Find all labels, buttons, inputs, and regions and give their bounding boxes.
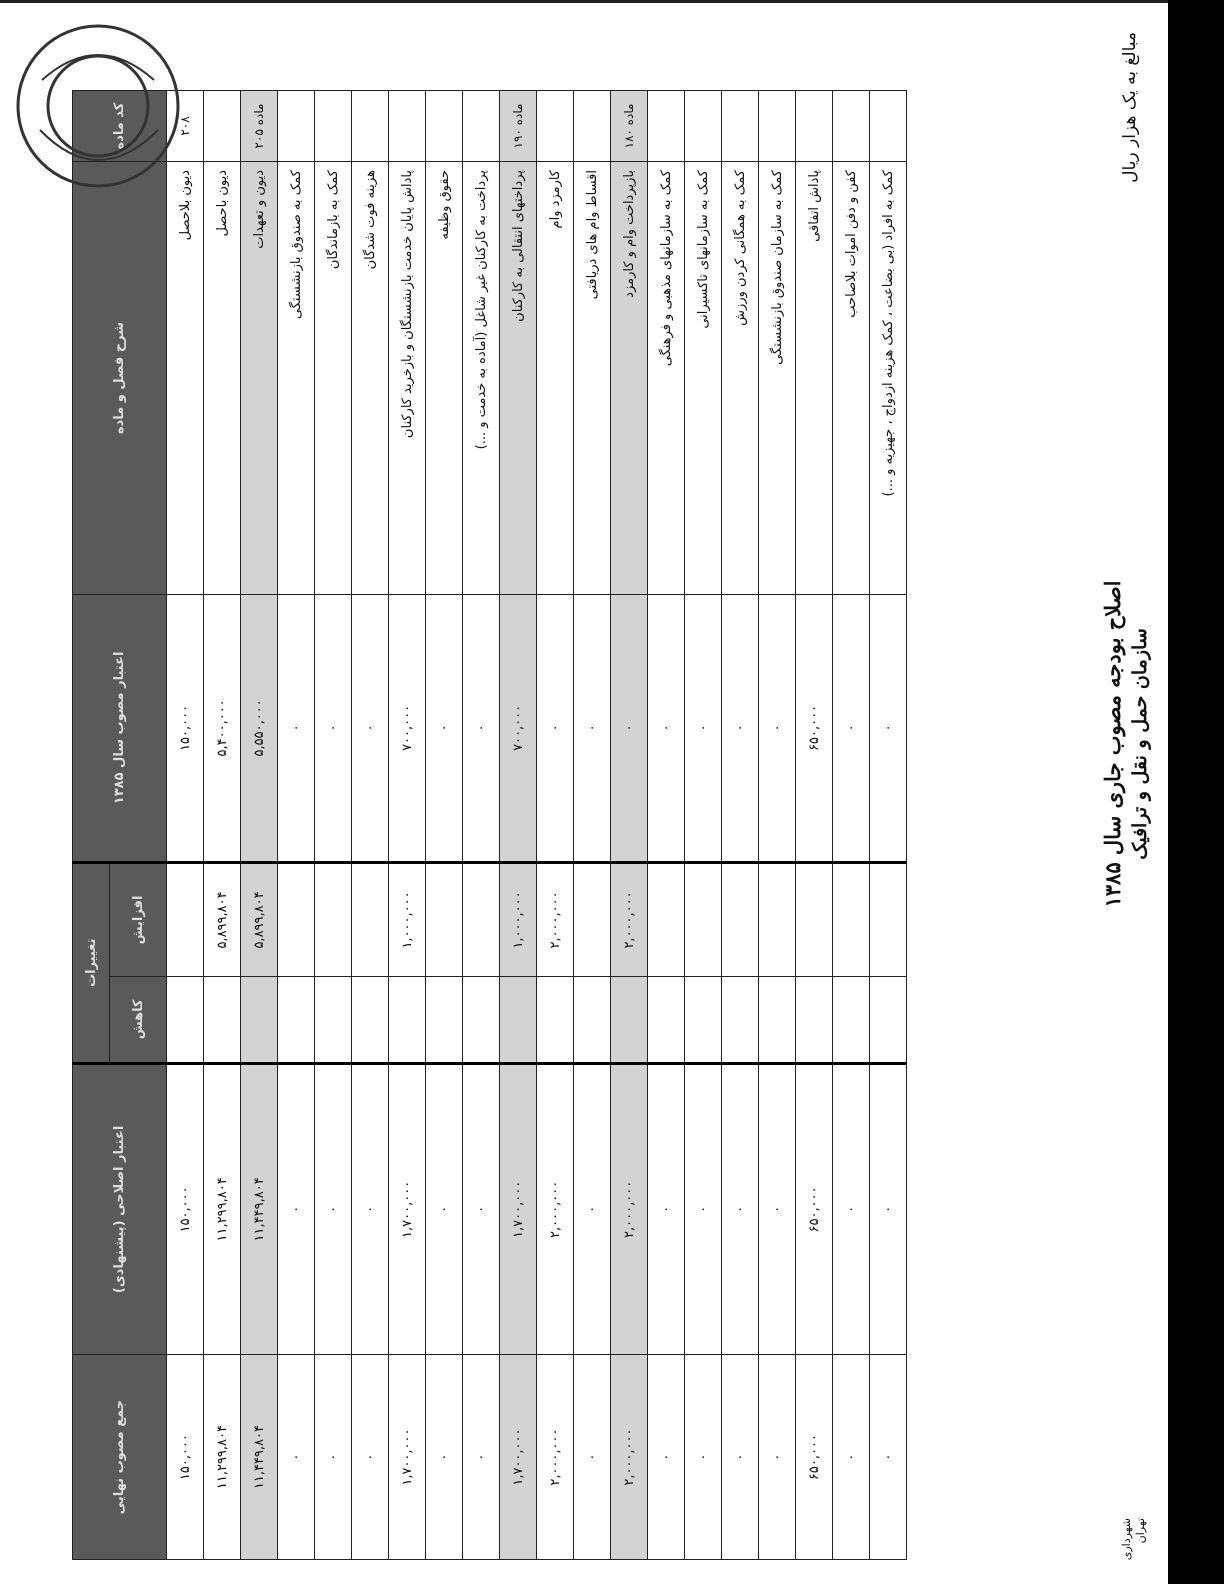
row-description: اقساط وام های دریافتی (574, 162, 611, 595)
row-decrease (426, 977, 463, 1064)
row-amended: ۰ (833, 1063, 870, 1355)
row-increase (833, 862, 870, 976)
row-description: پاداش اتفاقی (796, 162, 833, 595)
header-description: شرح فصل و ماده (73, 162, 167, 595)
table-row (833, 91, 870, 1560)
row-description: دیون بلاحصل (167, 162, 204, 595)
row-amended: ۰ (315, 1063, 352, 1355)
row-amended: ۲,۰۰۰,۰۰۰ (611, 1063, 648, 1355)
row-final: ۰ (426, 1355, 463, 1560)
page-title: اصلاح بودجه مصوب جاری سال ۱۳۸۵ (1100, 580, 1125, 908)
row-increase (685, 862, 722, 976)
row-final: ۰ (722, 1355, 759, 1560)
row-final: ۰ (278, 1355, 315, 1560)
header-final: جمع مصوب نهایی (73, 1355, 167, 1560)
row-code (389, 91, 426, 162)
table-row (500, 91, 537, 1560)
row-decrease (722, 977, 759, 1064)
row-decrease (870, 977, 907, 1064)
row-description: حقوق وظیفه (426, 162, 463, 595)
row-description: کمک به سازمانهای مذهبی و فرهنگی (648, 162, 685, 595)
org-logo-text: شهرداری تهران (1120, 1518, 1147, 1561)
row-code (648, 91, 685, 162)
row-description: کمک به همگانی کردن ورزش (722, 162, 759, 595)
row-increase: ۲,۰۰۰,۰۰۰ (537, 862, 574, 976)
row-approved: ۰ (426, 595, 463, 863)
row-increase (870, 862, 907, 976)
row-final: ۰ (574, 1355, 611, 1560)
header-code: کد ماده (73, 91, 167, 162)
row-description: کمک به بازماندگان (315, 162, 352, 595)
units-note: مبالغ به یک هزار ریال (1120, 32, 1140, 183)
row-final: ۱۱,۴۴۹,۸۰۴ (241, 1355, 278, 1560)
row-increase (759, 862, 796, 976)
row-amended: ۰ (722, 1063, 759, 1355)
table-row (685, 91, 722, 1560)
row-description: دیون و تعهدات (241, 162, 278, 595)
row-approved: ۰ (648, 595, 685, 863)
row-code (685, 91, 722, 162)
row-amended: ۰ (648, 1063, 685, 1355)
row-approved: ۰ (315, 595, 352, 863)
table-row (315, 91, 352, 1560)
row-approved: ۰ (352, 595, 389, 863)
row-increase (796, 862, 833, 976)
row-increase (648, 862, 685, 976)
row-approved: ۵,۴۰۰,۰۰۰ (204, 595, 241, 863)
row-amended: ۰ (685, 1063, 722, 1355)
row-description: کمک به سازمان صندوق بازنشستگی (759, 162, 796, 595)
row-approved: ۷۰۰,۰۰۰ (389, 595, 426, 863)
row-decrease (611, 977, 648, 1064)
row-decrease (167, 977, 204, 1064)
row-amended: ۰ (574, 1063, 611, 1355)
row-amended: ۱,۷۰۰,۰۰۰ (389, 1063, 426, 1355)
row-increase: ۱,۰۰۰,۰۰۰ (389, 862, 426, 976)
row-decrease (537, 977, 574, 1064)
row-final: ۰ (870, 1355, 907, 1560)
table-row (574, 91, 611, 1560)
row-amended: ۰ (352, 1063, 389, 1355)
table-row (759, 91, 796, 1560)
row-final: ۰ (833, 1355, 870, 1560)
row-increase (352, 862, 389, 976)
row-final: ۰ (352, 1355, 389, 1560)
row-increase (574, 862, 611, 976)
row-code: ماده ۱۹۰ (500, 91, 537, 162)
scan-right-edge (1168, 0, 1224, 1584)
row-approved: ۰ (574, 595, 611, 863)
row-approved: ۵,۵۵۰,۰۰۰ (241, 595, 278, 863)
row-description: پرداخت به کارکنان غیر شاغل (آماده به خدمت و ...) (463, 162, 500, 595)
row-decrease (759, 977, 796, 1064)
row-amended: ۰ (463, 1063, 500, 1355)
row-approved: ۰ (611, 595, 648, 863)
row-description: کمک به افراد (بی بضاعت ، کمک هزینه ازدواج ، جهیزیه و ...) (870, 162, 907, 595)
row-increase (426, 862, 463, 976)
row-increase (167, 862, 204, 976)
row-description: بازپرداخت وام و کارمزد (611, 162, 648, 595)
row-final: ۱۱,۲۹۹,۸۰۴ (204, 1355, 241, 1560)
row-final: ۲,۰۰۰,۰۰۰ (611, 1355, 648, 1560)
row-increase: ۲,۰۰۰,۰۰۰ (611, 862, 648, 976)
row-code (537, 91, 574, 162)
row-final: ۰ (685, 1355, 722, 1560)
row-description: هزینه فوت شدگان (352, 162, 389, 595)
table-row (870, 91, 907, 1560)
row-final: ۰ (759, 1355, 796, 1560)
table-row (611, 91, 648, 1560)
official-stamp (12, 20, 184, 192)
table-row (426, 91, 463, 1560)
row-approved: ۶۵۰,۰۰۰ (796, 595, 833, 863)
row-amended: ۲,۰۰۰,۰۰۰ (537, 1063, 574, 1355)
row-increase (278, 862, 315, 976)
page-subtitle: سازمان حمل و نقل و ترافیک (1129, 628, 1151, 860)
row-approved: ۱۵۰,۰۰۰ (167, 595, 204, 863)
header-increase: افزایش (110, 862, 167, 976)
row-approved: ۰ (722, 595, 759, 863)
table-row (648, 91, 685, 1560)
row-code (352, 91, 389, 162)
row-approved: ۰ (870, 595, 907, 863)
row-decrease (833, 977, 870, 1064)
row-amended: ۱,۷۰۰,۰۰۰ (500, 1063, 537, 1355)
row-decrease (685, 977, 722, 1064)
row-description: کمک به صندوق بازنشستگی (278, 162, 315, 595)
row-amended: ۰ (759, 1063, 796, 1355)
row-code (722, 91, 759, 162)
row-increase: ۵,۸۹۹,۸۰۴ (204, 862, 241, 976)
row-final: ۰ (315, 1355, 352, 1560)
row-code (796, 91, 833, 162)
row-approved: ۰ (463, 595, 500, 863)
row-approved: ۰ (537, 595, 574, 863)
table-row (722, 91, 759, 1560)
row-final: ۱,۷۰۰,۰۰۰ (389, 1355, 426, 1560)
row-code: ماده ۱۸۰ (611, 91, 648, 162)
row-description: پرداختهای انتقالی به کارکنان (500, 162, 537, 595)
row-code (574, 91, 611, 162)
row-decrease (352, 977, 389, 1064)
row-description: کمک به سازمانهای تاکسیرانی (685, 162, 722, 595)
row-amended: ۰ (278, 1063, 315, 1355)
row-approved: ۷۰۰,۰۰۰ (500, 595, 537, 863)
row-code: ماده ۲۰۵ (241, 91, 278, 162)
row-decrease (241, 977, 278, 1064)
row-increase (315, 862, 352, 976)
row-approved: ۰ (759, 595, 796, 863)
row-approved: ۰ (685, 595, 722, 863)
row-code (278, 91, 315, 162)
row-final: ۱,۷۰۰,۰۰۰ (500, 1355, 537, 1560)
header-approved: اعتبار مصوب سال ۱۳۸۵ (73, 595, 167, 863)
header-changes: تغییرات (73, 862, 110, 1063)
header-amended: اعتبار اصلاحی (پیشنهادی) (73, 1063, 167, 1355)
row-decrease (574, 977, 611, 1064)
table-row (389, 91, 426, 1560)
row-final: ۰ (463, 1355, 500, 1560)
row-increase (463, 862, 500, 976)
row-final: ۲,۰۰۰,۰۰۰ (537, 1355, 574, 1560)
row-code: ۲۰۸ (167, 91, 204, 162)
row-decrease (278, 977, 315, 1064)
table-row (463, 91, 500, 1560)
row-decrease (315, 977, 352, 1064)
table-row (796, 91, 833, 1560)
row-amended: ۱۵۰,۰۰۰ (167, 1063, 204, 1355)
row-approved: ۰ (833, 595, 870, 863)
table-row (537, 91, 574, 1560)
row-decrease (463, 977, 500, 1064)
row-approved: ۰ (278, 595, 315, 863)
row-code (759, 91, 796, 162)
row-decrease (648, 977, 685, 1064)
table-row (241, 91, 278, 1560)
header-decrease: کاهش (110, 977, 167, 1064)
row-code (870, 91, 907, 162)
row-code (315, 91, 352, 162)
row-decrease (204, 977, 241, 1064)
row-increase: ۱,۰۰۰,۰۰۰ (500, 862, 537, 976)
table-row (278, 91, 315, 1560)
table-row (167, 91, 204, 1560)
row-decrease (500, 977, 537, 1064)
table-row (352, 91, 389, 1560)
row-amended: ۶۵۰,۰۰۰ (796, 1063, 833, 1355)
title-block (1100, 464, 1151, 1024)
row-code (833, 91, 870, 162)
table-row (204, 91, 241, 1560)
row-description: دیون باحصل (204, 162, 241, 595)
row-amended: ۱۱,۴۴۹,۸۰۴ (241, 1063, 278, 1355)
row-amended: ۰ (426, 1063, 463, 1355)
row-decrease (389, 977, 426, 1064)
row-final: ۶۵۰,۰۰۰ (796, 1355, 833, 1560)
row-code (463, 91, 500, 162)
row-decrease (796, 977, 833, 1064)
budget-table (72, 90, 907, 1560)
row-description: کفن و دفن اموات بلاصاحب (833, 162, 870, 595)
row-code (204, 91, 241, 162)
row-final: ۱۵۰,۰۰۰ (167, 1355, 204, 1560)
row-description: کارمزد وام (537, 162, 574, 595)
row-code (426, 91, 463, 162)
row-description: پاداش پایان خدمت بازنشستگان و بازخرید کارکنان (389, 162, 426, 595)
row-amended: ۱۱,۲۹۹,۸۰۴ (204, 1063, 241, 1355)
row-increase: ۵,۸۹۹,۸۰۴ (241, 862, 278, 976)
row-final: ۰ (648, 1355, 685, 1560)
row-amended: ۰ (870, 1063, 907, 1355)
row-increase (722, 862, 759, 976)
